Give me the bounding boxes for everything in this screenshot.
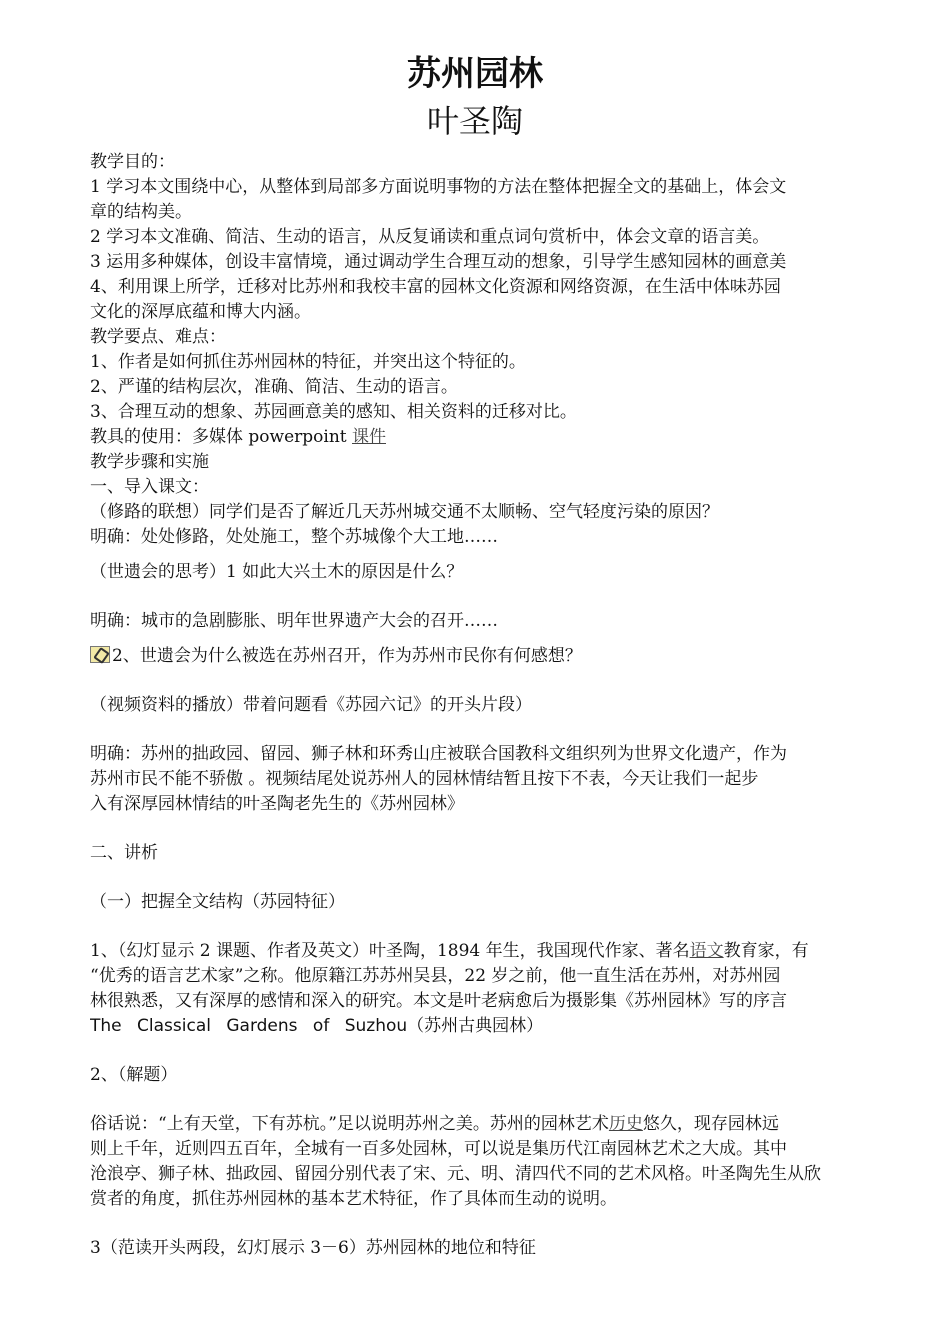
paragraph: 教学目的： [90,152,175,172]
question-text: 2、世遗会为什么被选在苏州召开，作为苏州市民你有何感想？ [112,646,582,666]
paragraph: “优秀的语言艺术家”之称。他原籍江苏苏州吴县，22 岁之前，他一直生活在苏州，对苏州园 [90,966,781,986]
teaching-tools-text: 教具的使用：多媒体 powerpoint [90,427,352,447]
section-heading: （一）把握全文结构（苏园特征） [90,892,345,912]
document-author: 叶圣陶 [426,102,523,140]
paragraph: 则上千年，近则四五百年，全城有一百多处园林，可以说是集历代江南园林艺术之大成。其中 [90,1139,787,1159]
paragraph: 赏者的角度，抓住苏州园林的基本艺术特征，作了具体而生动的说明。 [90,1189,617,1209]
paragraph: 教学步骤和实施 [90,452,209,472]
paragraph: （视频资料的播放）带着问题看《苏园六记》的开头片段） [90,695,532,715]
paragraph: 4、利用课上所学，迁移对比苏州和我校丰富的园林文化资源和网络资源，在生活中体味苏园 [90,277,781,297]
paragraph: 1、作者是如何抓住苏州园林的特征，并突出这个特征的。 [90,352,526,372]
paragraph: 沧浪亭、狮子林、拙政园、留园分别代表了宋、元、明、清四代不同的艺术风格。叶圣陶先生从欣 [90,1164,821,1184]
paragraph: 1、（幻灯显示 2 课题、作者及英文）叶圣陶，1894 年生，我国现代作家、著名语文教育家，有 [90,941,809,961]
embedded-object-icon[interactable] [90,646,110,663]
paragraph [90,644,860,669]
paragraph: 1 学习本文围绕中心，从整体到局部多方面说明事物的方法在整体把握全文的基础上，体会文 [90,177,787,197]
paragraph: 3、合理互动的想象、苏园画意美的感知、相关资料的迁移对比。 [90,402,577,422]
paragraph: The Classical Gardens of Suzhou（苏州古典园林） [90,1016,544,1036]
paragraph: 明确：城市的急剧膨胀、明年世界遗产大会的召开…… [90,611,498,631]
paragraph: 3（范读开头两段，幻灯展示 3－6）苏州园林的地位和特征 [90,1238,536,1258]
courseware-link[interactable]: 课件 [352,427,386,447]
paragraph: （修路的联想）同学们是否了解近几天苏州城交通不太顺畅、空气轻度污染的原因？ [90,502,719,522]
paragraph: 文化的深厚底蕴和博大内涵。 [90,302,311,322]
paragraph: 2、（解题） [90,1065,178,1085]
paragraph: 3 运用多种媒体，创设丰富情境，通过调动学生合理互动的想象，引导学生感知园林的画意美 [90,252,787,272]
history-link[interactable]: 历史 [608,1114,643,1134]
paragraph: 一、导入课文： [90,477,209,497]
yuwen-link[interactable]: 语文 [689,941,724,961]
paragraph: 明确：处处修路，处处施工，整个苏城像个大工地…… [90,527,498,547]
paragraph: 林很熟悉，又有深厚的感情和深入的研究。本文是叶老病愈后为摄影集《苏州园林》写的序言 [90,991,787,1011]
paragraph: 教学要点、难点： [90,327,226,347]
paragraph: 苏州市民不能不骄傲 。视频结尾处说苏州人的园林情结暂且按下不表，今天让我们一起步 [90,769,759,789]
paragraph: 2 学习本文准确、简洁、生动的语言，从反复诵读和重点词句赏析中，体会文章的语言美。 [90,227,770,247]
paragraph: 2、严谨的结构层次，准确、简洁、生动的语言。 [90,377,458,397]
paragraph: 俗话说：“上有天堂，下有苏杭。”足以说明苏州之美。苏州的园林艺术历史悠久，现存园林远 [90,1114,779,1134]
section-heading: 二、讲析 [90,843,158,863]
document-title: 苏州园林 [407,54,543,94]
paragraph: 明确：苏州的拙政园、留园、狮子林和环秀山庄被联合国教科文组织列为世界文化遗产，作为 [90,744,787,764]
paragraph [90,425,860,450]
document-page [90,50,860,1261]
paragraph: （世遗会的思考）1 如此大兴土木的原因是什么？ [90,562,464,582]
paragraph: 章的结构美。 [90,202,192,222]
paragraph: 入有深厚园林情结的叶圣陶老先生的《苏州园林》 [90,794,464,814]
english-title: The Classical Gardens of Suzhou [90,1016,408,1036]
